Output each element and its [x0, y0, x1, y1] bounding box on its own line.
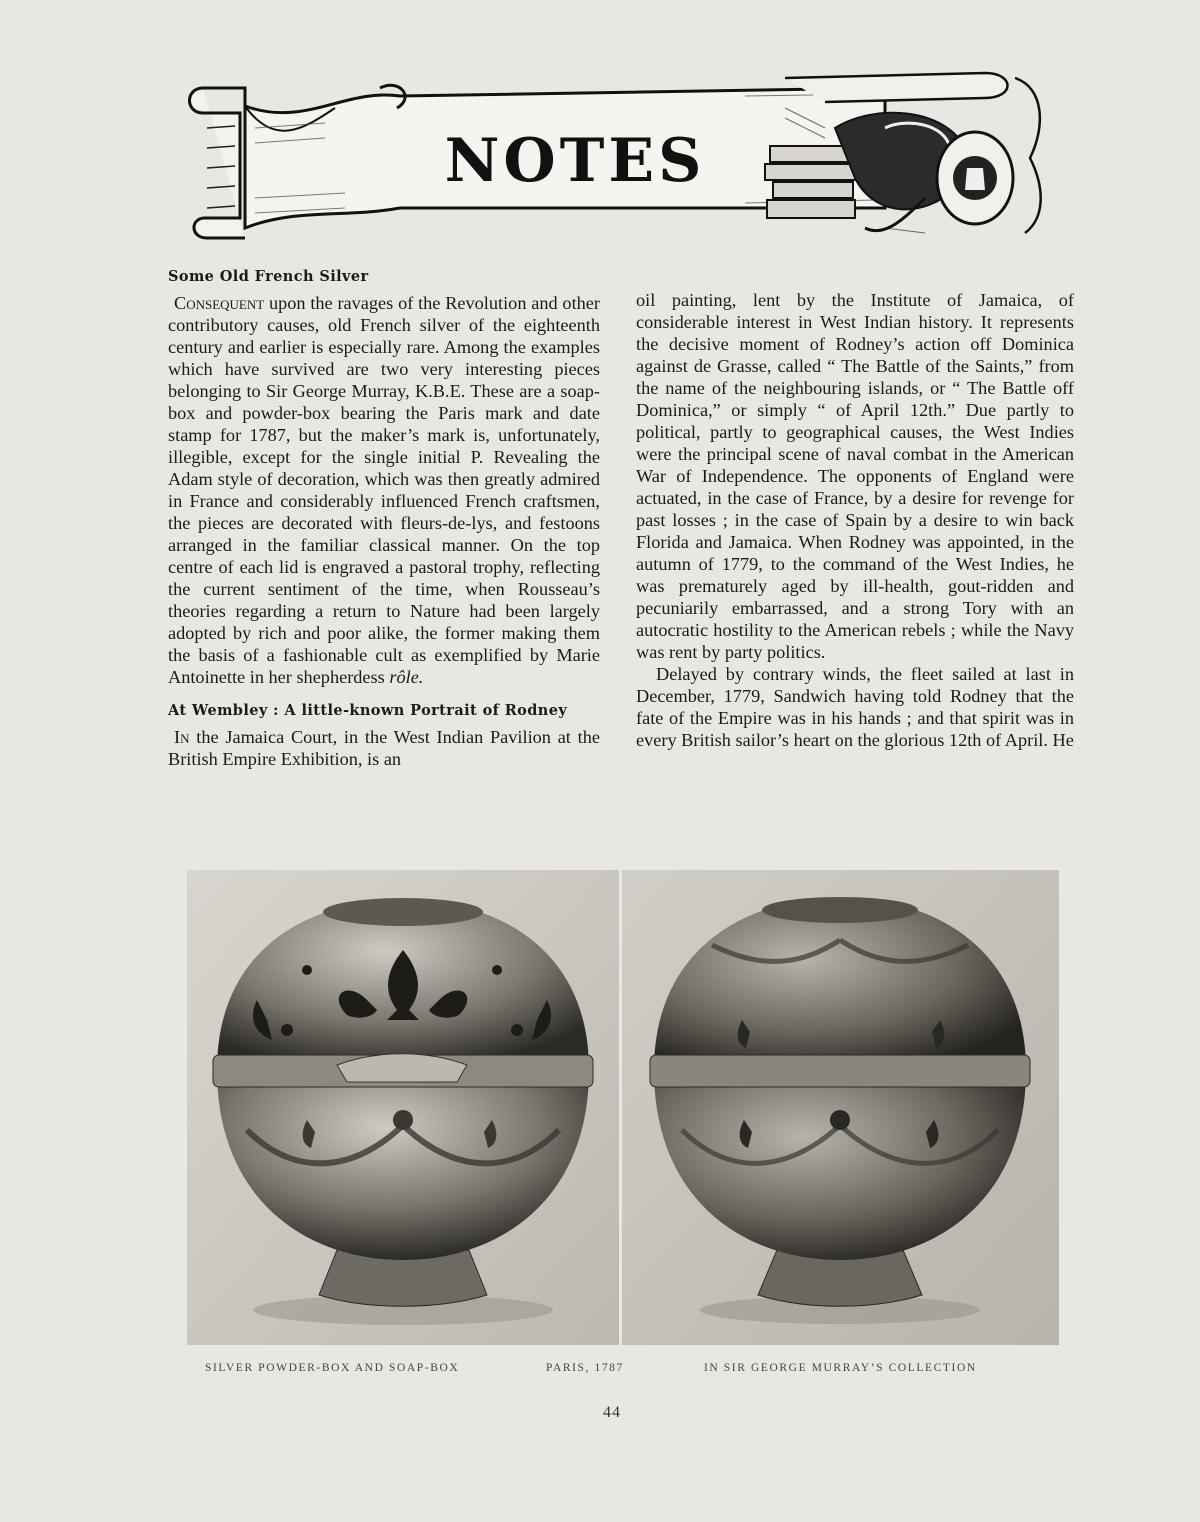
paragraph-fleet: Delayed by contrary winds, the fleet sailed at last in December, 1779, Sandwich having told Rodney that the fate of the Empire was in his hands ; and that spirit was in every British sailor’s heart on the glorious 12th of April. He [636, 664, 1074, 750]
page-title: NOTES [444, 126, 706, 196]
soap-box-image [622, 870, 1059, 1345]
drop-word: In [174, 727, 190, 747]
photo-soap-box [622, 870, 1059, 1345]
page-number: 44 [603, 1404, 621, 1421]
paragraph-wembley [168, 726, 600, 770]
caption-objects: SILVER POWDER-BOX AND SOAP-BOX [205, 1362, 460, 1374]
italic-word: rôle. [389, 667, 424, 687]
section-heading-wembley: At Wembley : A little-known Portrait of Rodney [168, 702, 568, 719]
right-column [636, 289, 1074, 751]
left-column [168, 266, 600, 770]
paragraph-rodney-painting: oil painting, lent by the Institute of Jamaica, of considerable interest in West Indian history. It represents the decisive moment of Rodney’s action off Dominica against de Grasse, called “ The Battle of the Saints,” from the name of the neighbouring islands, or “ The Battle off Dominica,” or simply “ of April 12th.” Due partly to political, partly to geographical causes, the West Indies were the principal scene of naval combat in the American War of Independence. The opponents of England were actuated, in the case of France, by a desire for revenge for past losses ; in the case of Spain by a desire to win back Florida and Jamaica. When Rodney was appointed, in the autumn of 1779, to the command of the West Indies, he was prematurely aged by ill-health, gout-ridden and pecuniarily embarrassed, and a strong Tory with an autocratic hostility to the American rebels ; while the Navy was rent by party politics. [636, 290, 1074, 662]
notes-banner [185, 68, 1055, 243]
photo-powder-box [187, 870, 619, 1345]
paragraph-text: the Jamaica Court, in the West Indian Pavilion at the British Empire Exhibition, is an [168, 727, 600, 769]
caption-collection: IN SIR GEORGE MURRAY’S COLLECTION [704, 1362, 977, 1374]
caption-date: PARIS, 1787 [546, 1362, 624, 1374]
paragraph-french-silver [168, 292, 600, 688]
paragraph-text: upon the ravages of the Revolution and other contributory causes, old French silver of the eighteenth century and earlier is especially rare. Among the examples which have survived are two very interesting pieces belonging to Sir George Murray, K.B.E. These are a soap-box and powder-box bearing the Paris mark and date stamp for 1787, but the maker’s mark is, unfortunately, illegible, except for the single initial P. Revealing the Adam style of decoration, which was then greatly admired in France and considerably influenced French craftsmen, the pieces are decorated with fleurs-de-lys, and festoons arranged in the familiar classical manner. On the top centre of each lid is engraved a pastoral trophy, reflecting the current sentiment of the time, when Rousseau’s theories regarding a return to Nature had been largely adopted by rich and poor alike, the former making them the basis of a fashionable cult as exemplified by Marie Antoinette in her shepherdess [168, 293, 600, 687]
drop-word: Consequent [174, 293, 265, 313]
powder-box-image [187, 870, 619, 1345]
section-heading-french-silver: Some Old French Silver [168, 268, 369, 285]
